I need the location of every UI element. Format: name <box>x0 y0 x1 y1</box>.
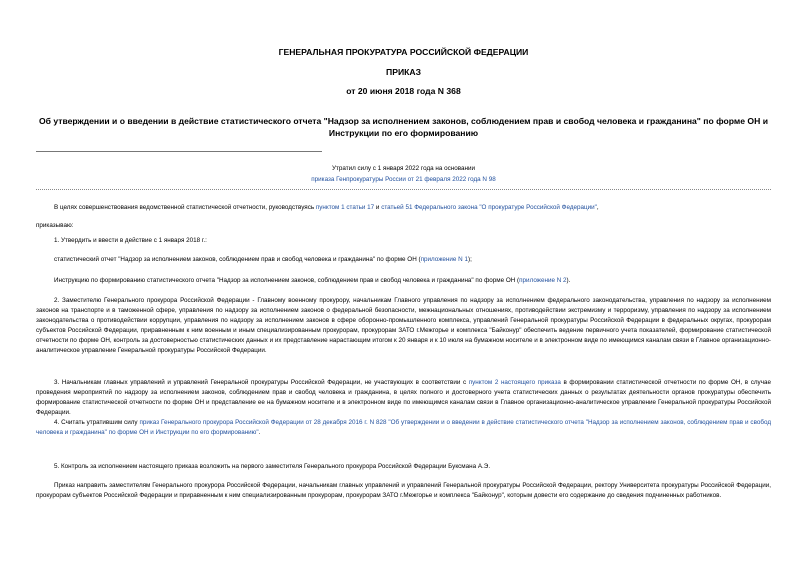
repeal-note-link-line <box>0 176 807 183</box>
repeal-note: Утратил силу с 1 января 2022 года на основании <box>331 165 476 172</box>
divider-dotted <box>36 189 771 190</box>
distribution-paragraph: Приказ направить заместителям Генерального прокурора Российской Федерации, начальникам главных управлений и управлений Генеральной прокуратуры Российской Федерации, ректору Университета прокуратуры Российской Федерации, прокурорам субъектов Российской Федерации и приравненным к ним специализированным прокурорам, прокурорам ЗАТО г.Межгорье и комплекса "Байконур", которым довести его содержание до сведения подчиненных работников. <box>36 482 771 499</box>
clause-1b-text: Инструкцию по формированию статистического отчета "Надзор за исполнением законов, соблюдением прав и свобод человека и гражданина" по форме ОН ( <box>54 277 520 284</box>
preamble-text: В целях совершенствования ведомственной статистической отчетности, руководствуясь <box>54 204 316 211</box>
order-word: приказываю: <box>36 222 74 229</box>
document-type-heading: ПРИКАЗ <box>386 67 421 77</box>
clause-3-text: 3. Начальникам главных управлений и управлений Генеральной прокуратуры Российской Федерации, не участвующих в соответствии с <box>54 379 469 386</box>
article-17-link[interactable]: пунктом 1 статьи 17 <box>315 204 375 211</box>
document-title: Об утверждении и о введении в действие статистического отчета "Надзор за исполнением законов, соблюдением прав и свобод человека и гражданина" по форме ОН и Инструкции по его формированию <box>39 116 768 138</box>
preamble-end: , <box>596 204 599 211</box>
repeal-order-link[interactable]: приказа Генпрокуратуры России от 21 февраля 2022 года N 98 <box>311 176 496 183</box>
clause-2-reference-link[interactable]: пунктом 2 настоящего приказа <box>468 379 561 386</box>
repealed-order-link[interactable]: приказ Генерального прокурора Российской Федерации от 28 декабря 2016 г. N 828 "Об утверждении и о введении в действие статистического отчета "Надзор за исполнением законов, соблюдением прав и свобод человека и гражданина" по форме ОН и Инструкции по его формированию" <box>36 419 771 436</box>
clause-4 <box>36 418 771 438</box>
document-date-heading: от 20 июня 2018 года N 368 <box>346 86 461 96</box>
appendix-2-link[interactable]: приложение N 2 <box>519 277 567 284</box>
clause-4-text: 4. Считать утратившим силу <box>54 419 140 426</box>
preamble-conjunction: и <box>374 204 382 211</box>
clause-1: 1. Утвердить и ввести в действие с 1 января 2018 г.: <box>54 237 207 244</box>
clause-3 <box>36 378 771 418</box>
divider-short <box>36 151 322 152</box>
organization-heading: ГЕНЕРАЛЬНАЯ ПРОКУРАТУРА РОССИЙСКОЙ ФЕДЕРАЦИИ <box>278 47 529 57</box>
clause-2: 2. Заместителю Генерального прокурора Российской Федерации - Главному военному прокурору, начальникам Главного управления по надзору за исполнением федерального законодательства, управления по надзору за исполнением законов на транспорте и в таможенной сфере, управления по надзору за исполнением законов о федеральной безопасности, межнациональных отношениях, противодействии экстремизму и терроризму, управления по надзору за исполнением законодательства о противодействии коррупции, управления по надзору за исполнением законов в сфере оборонно-промышленного комплекса, управлений Генеральной прокуратуры Российской Федерации в федеральных округах, прокурорам субъектов Российской Федерации, приравненным к ним военным и иным специализированным прокурорам, прокурорам ЗАТО г.Межгорье и комплекса "Байконур" обеспечить ведение первичного учета показателей, формирование статистической отчетности по форме ОН, контроль за достоверностью статистических данных и их представление нарастающим итогом к 20 января и к 10 июля на бумажном носителе и в электронном виде по имеющимся каналам связи в Главное организационно-аналитическое управление Генеральной прокуратуры Российской Федерации. <box>36 297 771 354</box>
appendix-1-link[interactable]: приложение N 1 <box>420 256 468 263</box>
preamble-paragraph <box>36 203 771 213</box>
clause-1b-end: ). <box>566 277 571 284</box>
clause-1a-text: статистический отчет "Надзор за исполнением законов, соблюдением прав и свобод человека и гражданина" по форме ОН ( <box>54 256 421 263</box>
clause-1-item-instruction <box>36 276 771 286</box>
clause-1-item-report <box>36 255 771 265</box>
clause-4-end: . <box>258 429 261 436</box>
clause-3-text-cont: в формировании статистической отчетности по форме ОН, в случае проведения мероприятий по надзору за исполнением законов, соблюдением прав и свобод человека и гражданина, в целях полного и достоверного учета статистических данных о результатах деятельности органов прокуратуры обеспечить формирование статистической отчетности по форме ОН и представление ее на бумажном носителе и в электронном виде по имеющимся каналам связи в Главное организационно-аналитическое управление Генеральной прокуратуры Российской Федерации. <box>36 379 771 416</box>
article-51-link[interactable]: статьей 51 Федерального закона "О прокуратуре Российской Федерации" <box>381 204 597 211</box>
clause-1a-end: ); <box>467 256 472 263</box>
clause-5: 5. Контроль за исполнением настоящего приказа возложить на первого заместителя Генерального прокурора Российской Федерации Буксмана А.Э. <box>54 463 491 470</box>
